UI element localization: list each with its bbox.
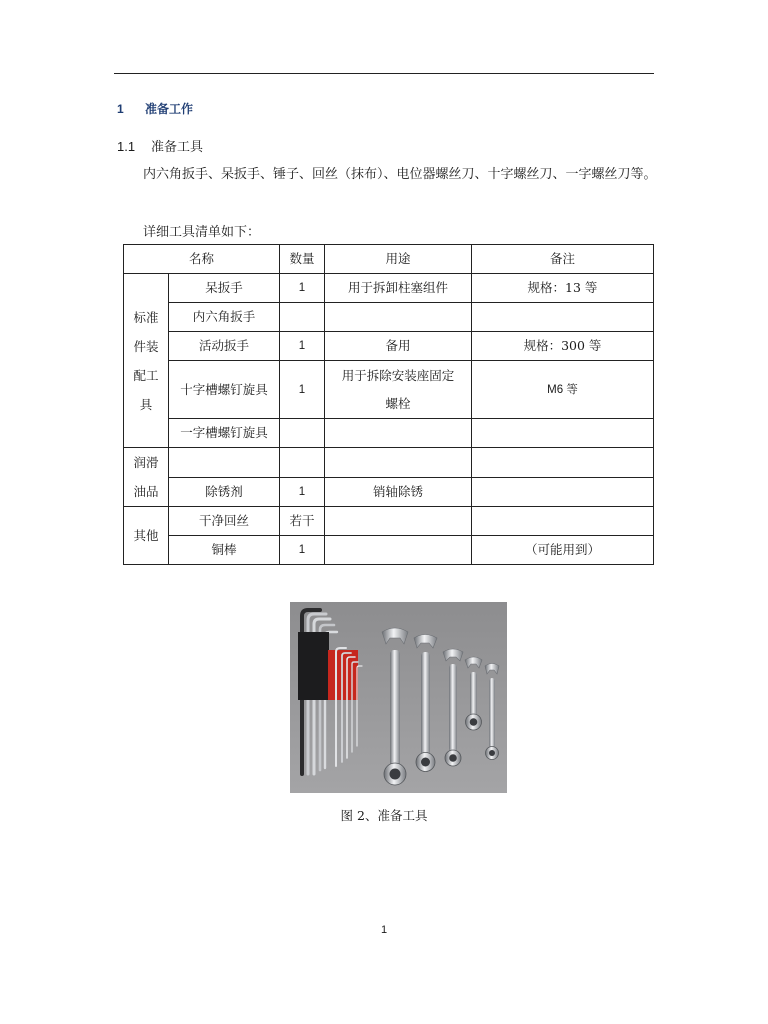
group-standard-cell	[124, 274, 169, 448]
row-name: 内六角扳手	[169, 303, 280, 332]
row-name: 铜棒	[169, 536, 280, 565]
group-other-cell: 其他	[124, 507, 169, 565]
header-use: 用途	[325, 245, 472, 274]
header-qty: 数量	[280, 245, 325, 274]
row-name: 十字槽螺钉旋具	[169, 361, 280, 419]
row-name: 呆扳手	[169, 274, 280, 303]
row-use: 备用	[325, 332, 472, 361]
section-title: 准备工作	[145, 102, 194, 116]
subsection-heading	[117, 136, 203, 155]
table-row	[124, 448, 654, 478]
row-qty: 若干	[280, 507, 325, 536]
table-header-row	[124, 245, 654, 274]
header-rule	[114, 73, 654, 74]
subsection-title: 准备工具	[151, 140, 204, 155]
row-note: M6 等	[472, 361, 654, 419]
subsection-number: 1.1	[117, 139, 136, 154]
figure-caption: 图 2、准备工具	[340, 808, 428, 823]
row-note: 规格：13 等	[472, 274, 654, 303]
header-name: 名称	[124, 245, 280, 274]
row-note: 规格：300 等	[472, 332, 654, 361]
group-standard-label: 标准件装配工具	[133, 309, 159, 412]
intro-paragraph: 内六角扳手、呆扳手、锤子、回丝（抹布）、电位器螺丝刀、十字螺丝刀、一字螺丝刀等。	[143, 167, 657, 182]
tools-table	[123, 244, 654, 565]
section-heading	[117, 100, 193, 117]
table-row	[124, 477, 654, 507]
group-lube-cell	[124, 448, 169, 507]
row-qty	[280, 448, 325, 478]
row-use	[325, 507, 472, 536]
row-qty: 1	[280, 332, 325, 361]
section-number: 1	[117, 102, 124, 116]
row-qty: 1	[280, 361, 325, 419]
row-note	[472, 419, 654, 448]
row-name: 活动扳手	[169, 332, 280, 361]
row-qty: 1	[280, 274, 325, 303]
row-use	[325, 536, 472, 565]
row-qty: 1	[280, 536, 325, 565]
row-note	[472, 303, 654, 332]
table-row	[124, 361, 654, 419]
group-lube-label: 润滑油品	[133, 455, 159, 499]
row-use	[325, 448, 472, 478]
row-note	[472, 448, 654, 478]
table-row	[124, 507, 654, 536]
header-note: 备注	[472, 245, 654, 274]
row-note	[472, 477, 654, 507]
row-qty	[280, 419, 325, 448]
row-name	[169, 448, 280, 478]
row-name: 一字槽螺钉旋具	[169, 419, 280, 448]
table-row	[124, 536, 654, 565]
row-note	[472, 507, 654, 536]
table-row	[124, 303, 654, 332]
table-row	[124, 274, 654, 303]
row-name: 除锈剂	[169, 477, 280, 507]
row-qty	[280, 303, 325, 332]
list-intro: 详细工具清单如下：	[143, 225, 261, 240]
row-use: 用于拆卸柱塞组件	[325, 274, 472, 303]
row-use	[325, 303, 472, 332]
row-use-text: 用于拆除安装座固定螺栓	[341, 367, 455, 411]
page-number: 1	[380, 924, 388, 936]
row-name: 干净回丝	[169, 507, 280, 536]
row-use	[325, 361, 472, 419]
row-use: 销轴除锈	[325, 477, 472, 507]
table-row	[124, 419, 654, 448]
tools-photo	[290, 602, 507, 793]
row-note: （可能用到）	[472, 536, 654, 565]
row-qty: 1	[280, 477, 325, 507]
table-row	[124, 332, 654, 361]
row-use	[325, 419, 472, 448]
